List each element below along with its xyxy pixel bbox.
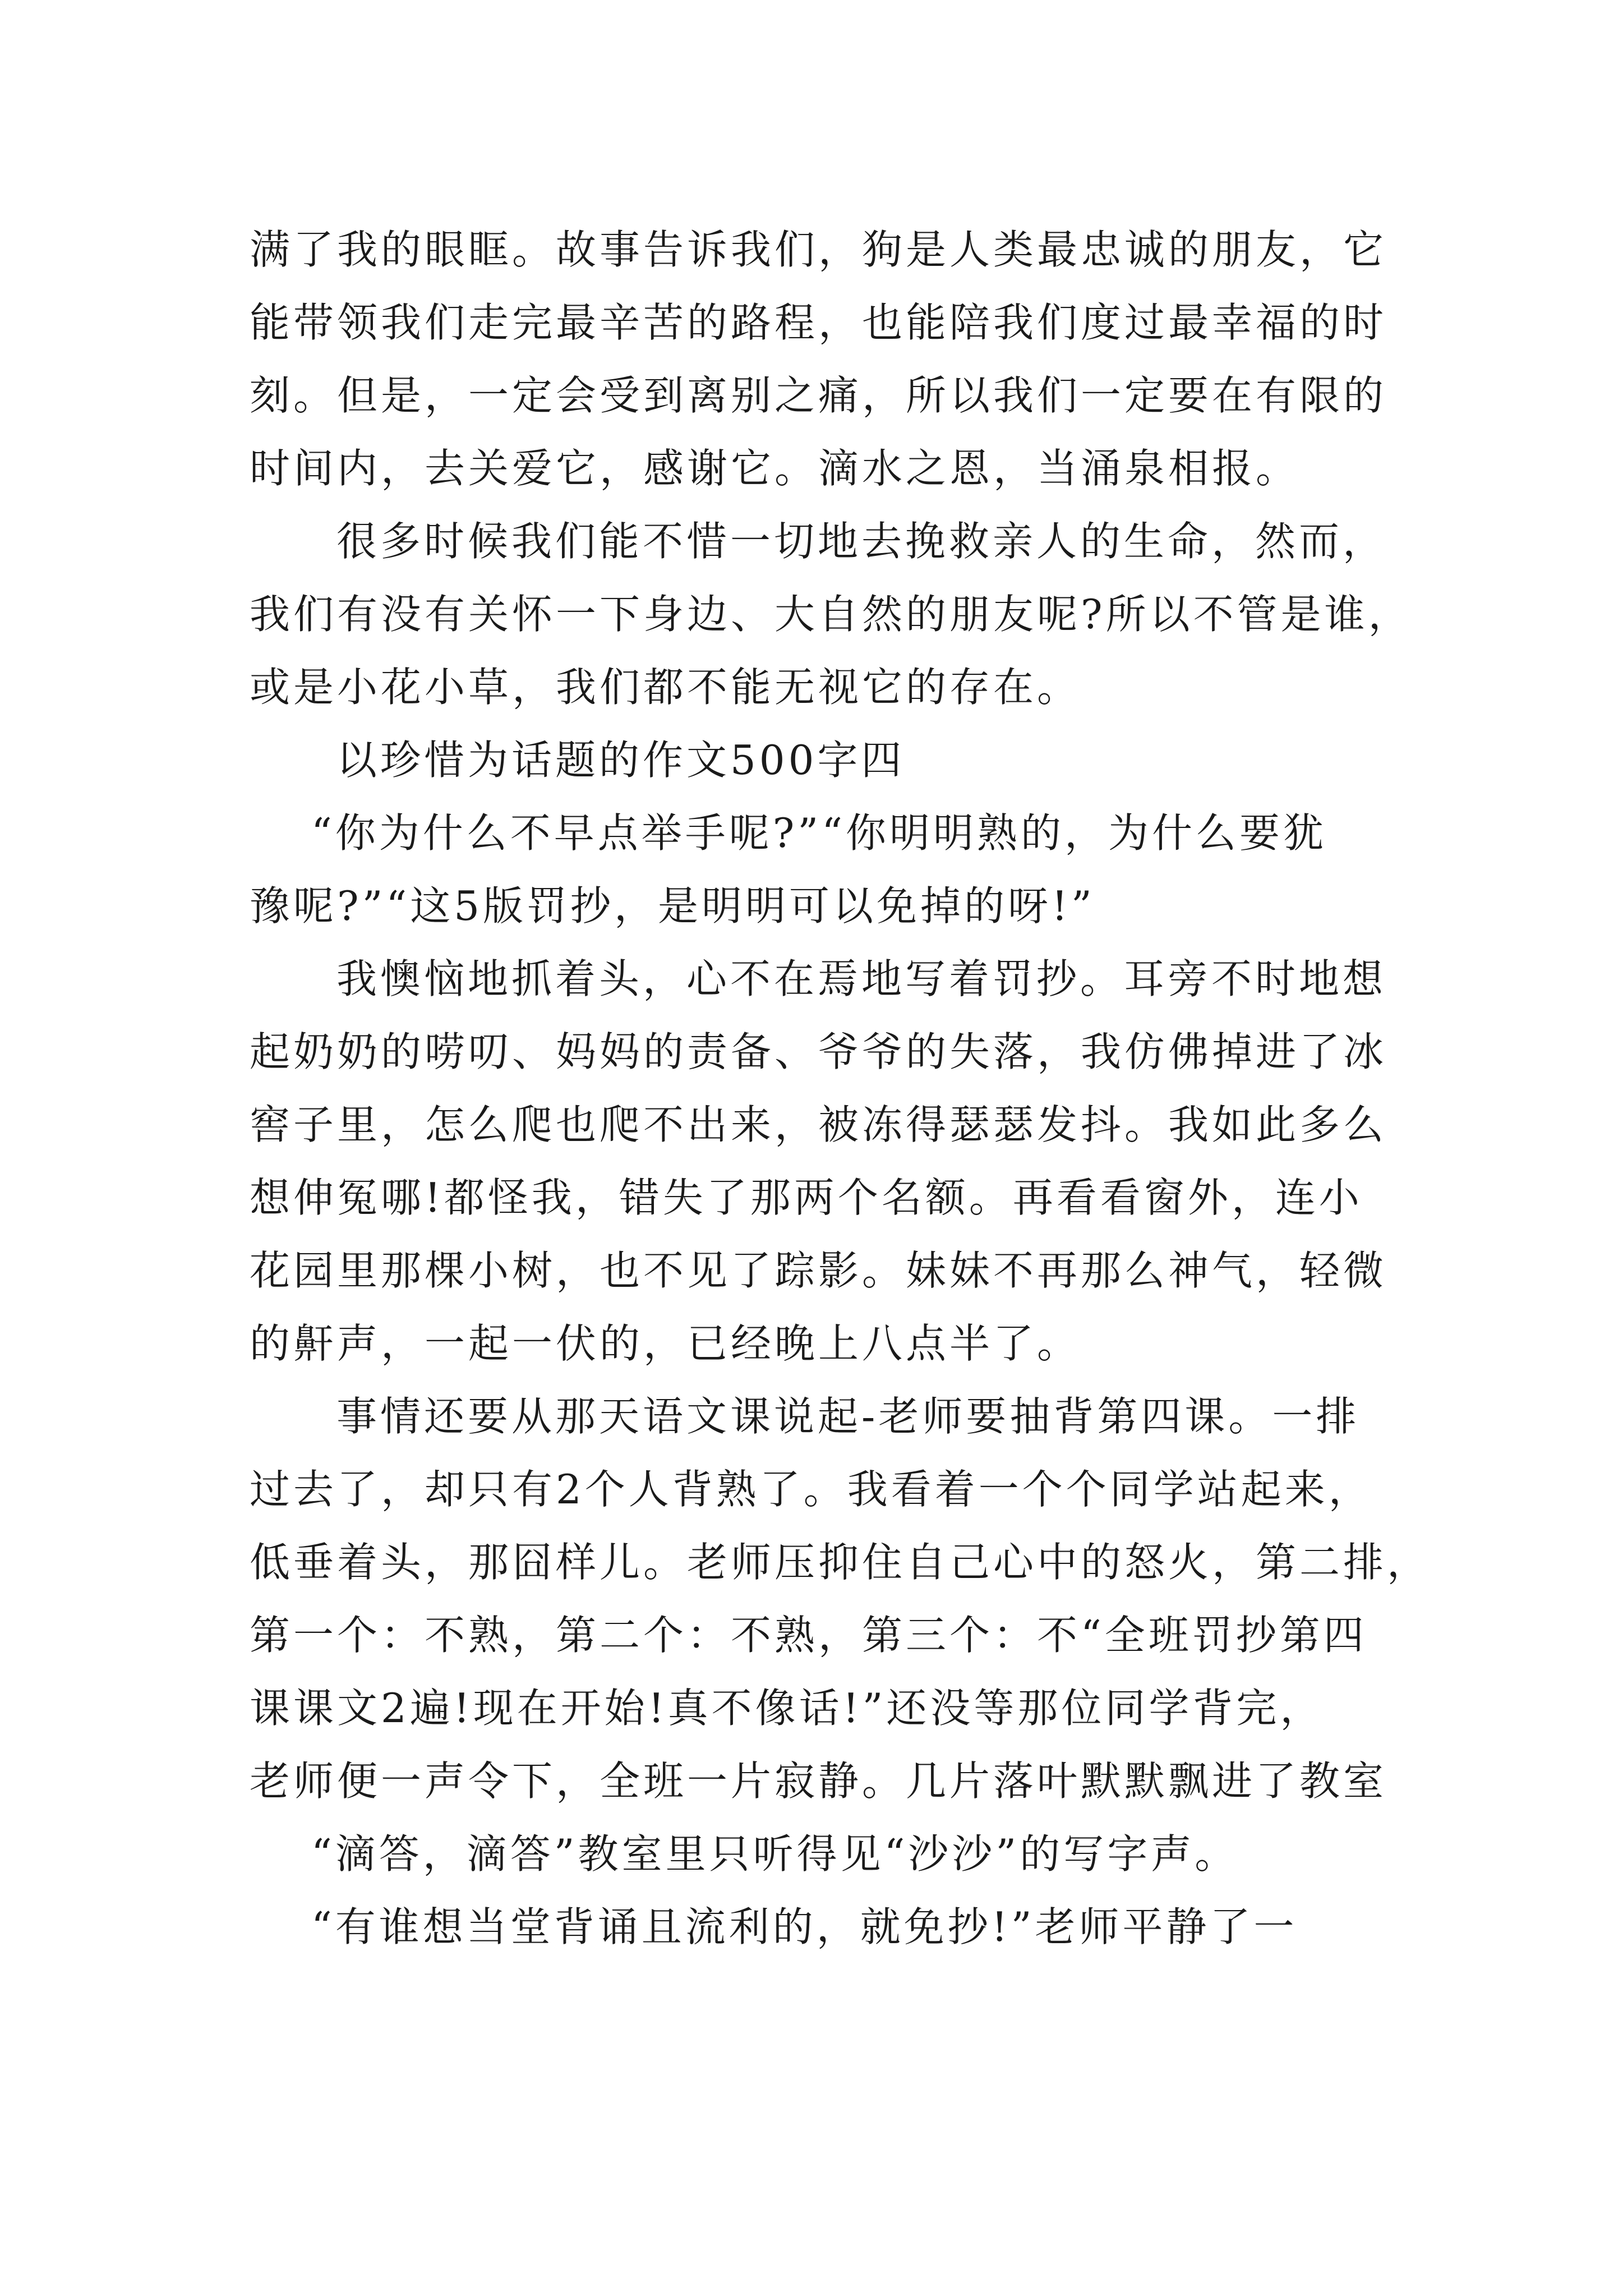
text-line: “有谁想当堂背诵且流利的，就免抄!”老师平静了一	[311, 1903, 1298, 1950]
text-line: 很多时候我们能不惜一切地去挽救亲人的生命，然而，	[336, 518, 1387, 565]
text-line: 时间内，去关爱它，感谢它。滴水之恩，当涌泉相报。	[250, 445, 1300, 492]
text-line: 满了我的眼眶。故事告诉我们，狗是人类最忠诚的朋友，它	[250, 226, 1387, 273]
text-line: 课课文2遍!现在开始!真不像话!”还没等那位同学背完，	[250, 1685, 1324, 1732]
text-line: 第一个：不熟，第二个：不熟，第三个：不“全班罚抄第四	[250, 1612, 1367, 1659]
text-line: 过去了，却只有2个人背熟了。我看着一个个同学站起来，	[250, 1466, 1372, 1513]
text-line: 刻。但是，一定会受到离别之痛，所以我们一定要在有限的	[250, 372, 1387, 419]
text-line: 起奶奶的唠叨、妈妈的责备、爷爷的失落，我仿佛掉进了冰	[250, 1028, 1387, 1075]
text-line: “你为什么不早点举手呢?”“你明明熟的，为什么要犹	[311, 809, 1327, 857]
text-line: 花园里那棵小树，也不见了踪影。妹妹不再那么神气，轻微	[250, 1247, 1387, 1294]
essay-heading: 以珍惜为话题的作文500字四	[336, 737, 905, 784]
text-line: 能带领我们走完最辛苦的路程，也能陪我们度过最幸福的时	[250, 299, 1387, 346]
text-line: 事情还要从那天语文课说起-老师要抽背第四课。一排	[336, 1393, 1360, 1440]
text-line: 我们有没有关怀一下身边、大自然的朋友呢?所以不管是谁，	[250, 591, 1412, 638]
text-line: 的鼾声，一起一伏的，已经晚上八点半了。	[250, 1320, 1081, 1367]
text-line: 或是小花小草，我们都不能无视它的存在。	[250, 664, 1081, 711]
text-line: 想伸冤哪!都怪我，错失了那两个名额。再看看窗外，连小	[250, 1174, 1363, 1221]
text-line: “滴答，滴答”教室里只听得见“沙沙”的写字声。	[311, 1830, 1239, 1878]
text-line: 窖子里，怎么爬也爬不出来，被冻得瑟瑟发抖。我如此多么	[250, 1101, 1387, 1148]
text-line: 低垂着头，那囧样儿。老师压抑住自己心中的怒火，第二排，	[250, 1539, 1431, 1586]
text-line: 我懊恼地抓着头，心不在焉地写着罚抄。耳旁不时地想	[336, 955, 1387, 1002]
text-line: 老师便一声令下，全班一片寂静。几片落叶默默飘进了教室	[250, 1757, 1387, 1805]
text-line: 豫呢?”“这5版罚抄，是明明可以免掉的呀!”	[250, 882, 1095, 930]
